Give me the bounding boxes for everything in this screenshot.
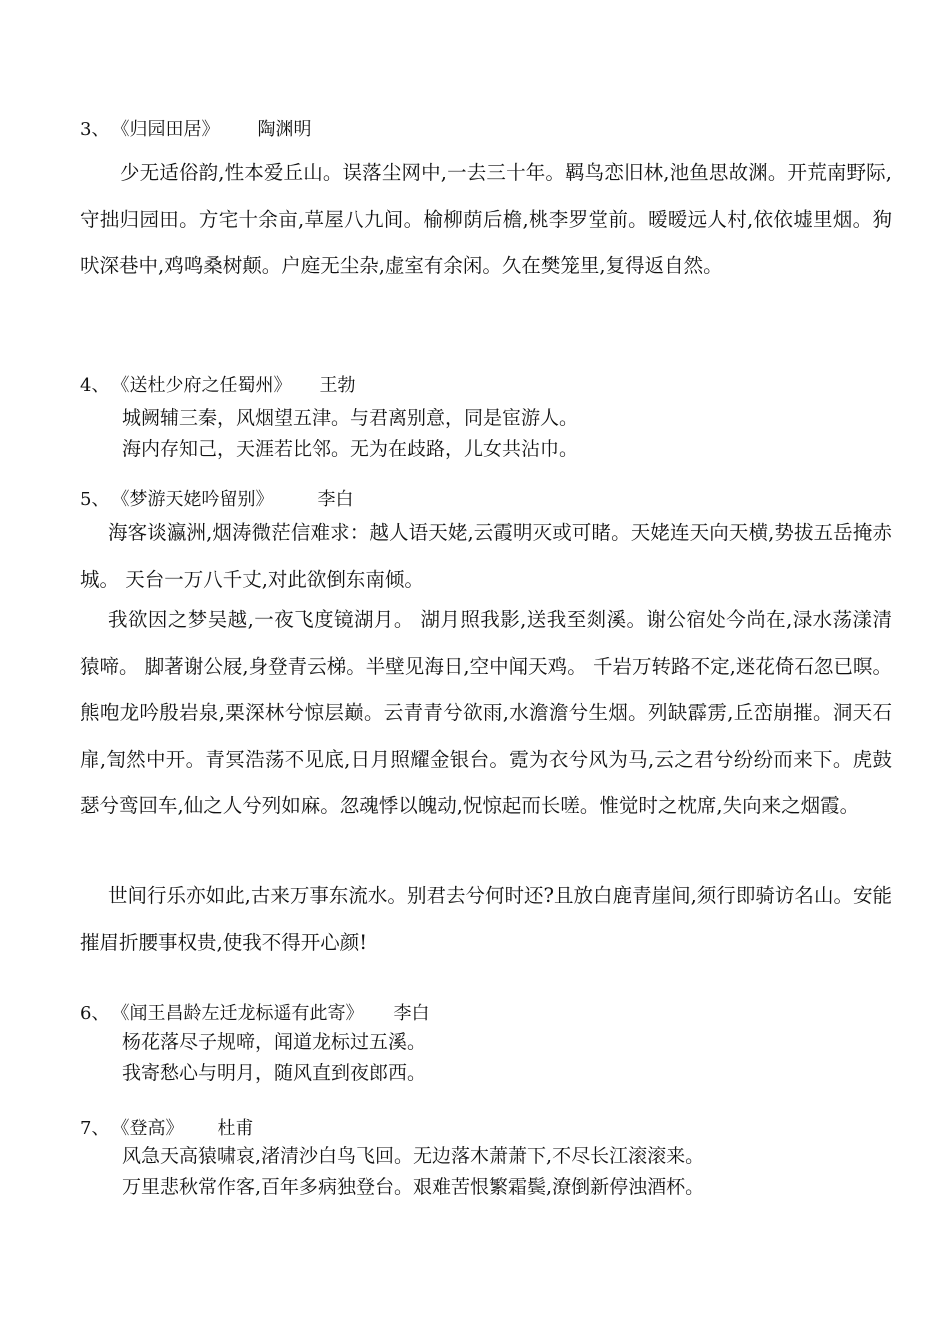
verse-line: 海内存知己，天涯若比邻。无为在歧路，儿女共沾巾。: [122, 438, 579, 460]
poem-heading: [80, 1002, 429, 1026]
poem-paragraph: 少无适俗韵,性本爱丘山。误落尘网中,一去三十年。羁鸟恋旧林,池鱼思故渊。开荒南野际,守拙归园田。方宅十余亩,草屋八九间。榆柳荫后檐,桃李罗堂前。暧暧远人村,依依墟里烟。狗吠深巷中,鸡鸣桑树颠。户庭无尘杂,虚室有余闲。久在樊笼里,复得返自然。: [80, 161, 892, 277]
poem-author: 杜甫: [217, 1118, 254, 1139]
poem-heading: [80, 488, 353, 512]
verse-line: 风急天高猿啸哀,渚清沙白鸟飞回。无边落木萧萧下,不尽长江滚滚来。: [122, 1145, 705, 1167]
poem-heading: [80, 118, 311, 142]
poem-title: 《登高》: [111, 1118, 184, 1139]
poem-author: 王勃: [319, 375, 356, 396]
poem-title: 《送杜少府之任蜀州》: [111, 375, 292, 396]
poem-verse: [122, 403, 578, 465]
poem-title: 《闻王昌龄左迁龙标遥有此寄》: [111, 1003, 364, 1024]
poem-number: 3、: [80, 119, 110, 140]
verse-line: 万里悲秋常作客,百年多病独登台。艰难苦恨繁霜鬓,潦倒新停浊酒杯。: [122, 1176, 705, 1198]
poem-title: 《梦游天姥吟留别》: [111, 489, 274, 510]
poem-paragraph: 世间行乐亦如此,古来万事东流水。别君去兮何时还?且放白鹿青崖间,须行即骑访名山。安能摧眉折腰事权贵,使我不得开心颜!: [80, 884, 892, 954]
poem-author: 陶渊明: [257, 119, 312, 140]
poem-number: 6、: [80, 1003, 110, 1024]
verse-line: 杨花落尽子规啼，闻道龙标过五溪。: [122, 1031, 427, 1053]
poem-number: 4、: [80, 375, 110, 396]
poem-verse: [122, 1027, 426, 1089]
poem-paragraph: 海客谈瀛洲,烟涛微茫信难求：越人语天姥,云霞明灭或可睹。天姥连天向天横,势拔五岳掩赤城。 天台一万八千丈,对此欲倒东南倾。: [80, 521, 892, 591]
poem-verse: [122, 1141, 704, 1203]
poem-author: 李白: [393, 1003, 430, 1024]
poem-title: 《归园田居》: [111, 119, 220, 140]
poem-heading: [80, 374, 355, 398]
poem-heading: [80, 1117, 253, 1141]
poem-author: 李白: [317, 489, 354, 510]
verse-line: 城阙辅三秦，风烟望五津。与君离别意，同是宦游人。: [122, 407, 579, 429]
poem-number: 5、: [80, 489, 110, 510]
verse-line: 我寄愁心与明月，随风直到夜郎西。: [122, 1062, 427, 1084]
poem-paragraph: 我欲因之梦吴越,一夜飞度镜湖月。 湖月照我影,送我至剡溪。谢公宿处今尚在,渌水荡漾清猿啼。 脚著谢公屐,身登青云梯。半壁见海日,空中闻天鸡。 千岩万转路不定,迷花倚石忽已暝。熊咆龙吟殷岩泉,栗深林兮惊层巅。云青青兮欲雨,水澹澹兮生烟。列缺霹雳,丘峦崩摧。洞天石扉,訇然中开。青冥浩荡不见底,日月照耀金银台。霓为衣兮风为马,云之君兮纷纷而来下。虎鼓瑟兮鸾回车,仙之人兮列如麻。忽魂悸以魄动,怳惊起而长嗟。惟觉时之枕席,失向来之烟霞。: [80, 608, 892, 817]
poem-number: 7、: [80, 1118, 110, 1139]
